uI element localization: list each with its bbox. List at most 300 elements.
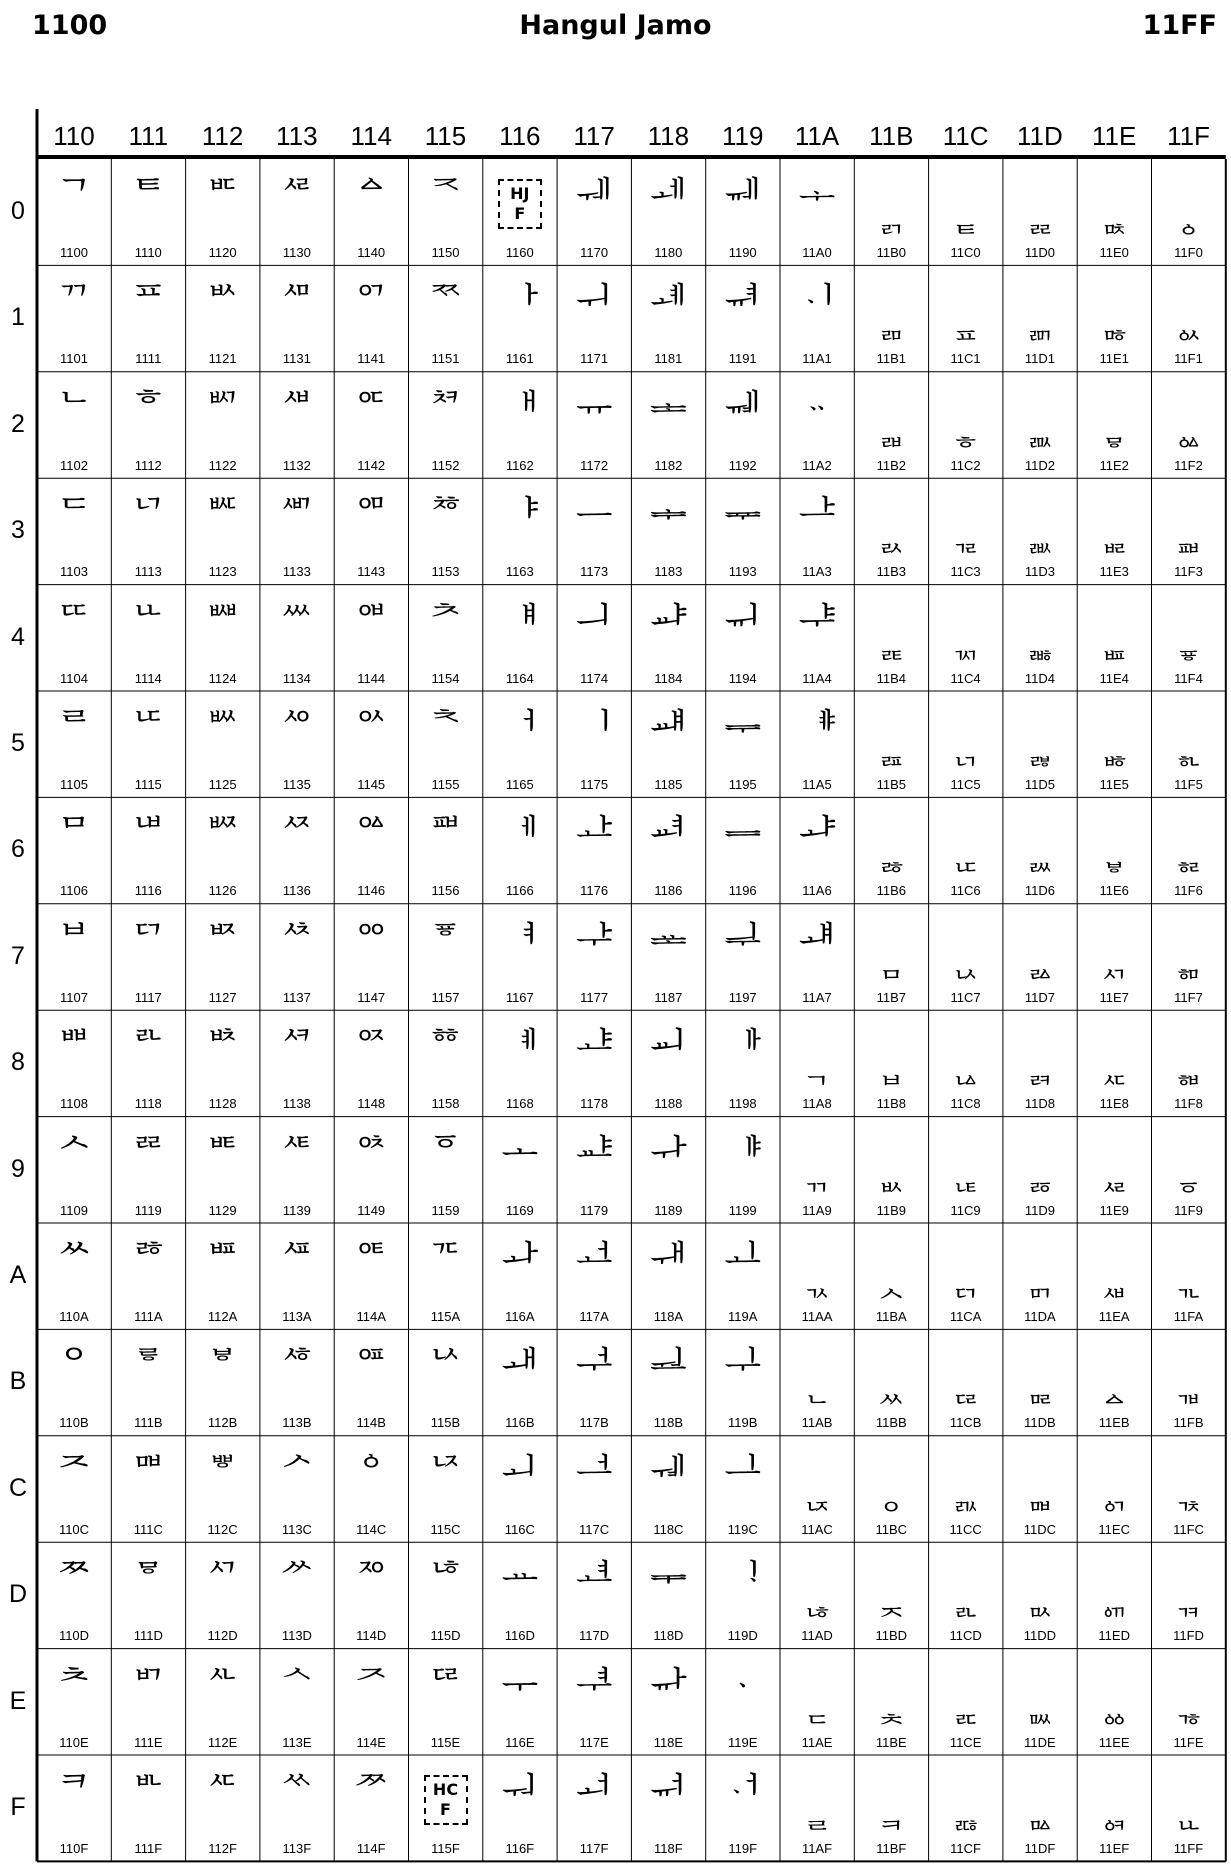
code-cell (854, 1117, 928, 1223)
code-cell (706, 1010, 780, 1116)
row-header: 4 (11, 622, 25, 651)
code-cell (37, 1010, 111, 1116)
code-cell (186, 1223, 260, 1329)
code-cell (111, 1649, 185, 1755)
code-point-label: 11CE (949, 1734, 982, 1750)
code-cell (37, 478, 111, 584)
code-point-label: 111E (134, 1734, 163, 1750)
code-cell (260, 691, 334, 797)
code-point-label: 119C (727, 1521, 758, 1537)
code-point-label: 1178 (580, 1096, 609, 1112)
code-point-label: 11B7 (876, 989, 906, 1005)
code-point-label: 113C (281, 1521, 312, 1537)
jamo-glyph: ᄞ (129, 1663, 167, 1708)
row-header: 6 (11, 835, 25, 864)
jamo-glyph: ᄔ (129, 599, 167, 644)
code-point-label: 1132 (282, 457, 311, 473)
code-cell (37, 1649, 111, 1755)
code-cell (1003, 1649, 1077, 1755)
jamo-glyph: ᅳ (575, 493, 613, 538)
code-point-label: 11B8 (876, 1096, 906, 1112)
code-cell (780, 797, 854, 903)
code-point-label: 1106 (60, 883, 88, 899)
jamo-glyph: ᄶ (278, 812, 316, 857)
code-point-label: 11AF (801, 1841, 833, 1856)
filler-label: F (514, 204, 526, 223)
code-point-label: 11A4 (802, 670, 832, 686)
code-point-label: 115F (431, 1841, 460, 1856)
code-cell (37, 1542, 111, 1648)
jamo-glyph: ᆘ (724, 1025, 762, 1070)
code-point-label: 111A (134, 1309, 163, 1324)
code-cell (780, 372, 854, 478)
code-point-label: 1109 (60, 1202, 88, 1218)
jamo-glyph: ᄢ (204, 386, 241, 431)
code-cell (1152, 1117, 1226, 1223)
jamo-glyph: ᆖ (724, 812, 762, 857)
jamo-glyph: ᅩ (501, 1131, 539, 1176)
code-cell (1152, 1010, 1226, 1116)
code-point-label: 11CA (949, 1309, 982, 1324)
jamo-glyph: ᆁ (650, 280, 687, 325)
code-cell (409, 1649, 483, 1755)
code-cell (706, 1329, 780, 1435)
code-point-label: 1185 (654, 777, 683, 792)
jamo-glyph: ᇑ (1025, 310, 1055, 346)
code-cell (483, 1755, 557, 1861)
code-point-label: 1134 (282, 670, 311, 686)
code-cell (37, 691, 111, 797)
code-point-label: 11FE (1173, 1734, 1204, 1750)
code-cell (111, 478, 185, 584)
column-header: 112 (201, 121, 244, 151)
code-point-label: 11EB (1098, 1415, 1130, 1431)
code-cell (706, 1542, 780, 1648)
jamo-glyph: ᅀ (352, 174, 390, 218)
jamo-glyph: ᇄ (951, 629, 981, 665)
jamo-glyph: ᅁ (352, 280, 390, 325)
code-cell (854, 904, 928, 1010)
jamo-glyph: ᄫ (204, 1344, 241, 1389)
code-point-label: 11B2 (876, 457, 906, 473)
jamo-glyph: ᆛ (724, 1344, 762, 1389)
jamo-glyph: ᄧ (204, 918, 241, 963)
code-cell (929, 1649, 1003, 1755)
row-header: 2 (11, 409, 25, 438)
code-cell (1152, 1329, 1226, 1435)
jamo-glyph: ᅣ (501, 493, 539, 538)
jamo-glyph: ᄹ (278, 1131, 316, 1176)
code-point-label: 110F (59, 1841, 89, 1856)
jamo-glyph: ᇣ (1099, 523, 1129, 559)
code-point-label: 116B (505, 1415, 535, 1431)
jamo-glyph: ᅈ (352, 1025, 390, 1070)
code-cell (780, 1329, 854, 1435)
code-point-label: 117F (579, 1841, 609, 1856)
jamo-glyph: ᄿ (278, 1770, 316, 1814)
jamo-glyph: ᇜ (1025, 1480, 1055, 1516)
jamo-glyph: ᅌ (352, 1450, 390, 1495)
code-cell (1003, 1436, 1077, 1542)
code-point-label: 11BC (875, 1521, 908, 1537)
jamo-glyph: ᇘ (1025, 1055, 1055, 1091)
code-cell (1077, 372, 1151, 478)
jamo-glyph: ᄸ (278, 1025, 316, 1070)
column-header: 11B (869, 121, 914, 151)
code-cell (260, 1010, 334, 1116)
jamo-glyph: ᄳ (278, 493, 316, 538)
jamo-glyph: ᇖ (1025, 842, 1055, 878)
code-cell (929, 1436, 1003, 1542)
jamo-glyph: ᄪ (204, 1238, 241, 1282)
code-point-label: 1103 (60, 564, 88, 580)
code-point-label: 11FD (1173, 1628, 1204, 1644)
code-point-label: 1146 (357, 883, 386, 899)
code-point-label: 1139 (282, 1202, 311, 1218)
code-cell (186, 1649, 260, 1755)
jamo-glyph: ᇁ (951, 310, 981, 346)
jamo-glyph: ᆰ (876, 204, 906, 239)
code-point-label: 11C2 (950, 457, 981, 473)
code-cell (1152, 265, 1226, 371)
jamo-glyph: ᆵ (876, 736, 906, 771)
code-point-label: 11BA (875, 1309, 907, 1324)
code-point-label: 1174 (580, 670, 609, 686)
jamo-glyph: ᆋ (650, 1344, 687, 1389)
code-point-label: 1158 (431, 1096, 460, 1112)
code-cell (334, 797, 408, 903)
code-point-label: 117C (579, 1521, 610, 1537)
jamo-glyph: ᅯ (501, 1770, 539, 1814)
code-point-label: 1152 (431, 457, 460, 473)
code-point-label: 1199 (728, 1202, 757, 1218)
code-point-label: 117E (579, 1734, 609, 1750)
code-cell (1003, 1010, 1077, 1116)
jamo-glyph: ᅘ (427, 1025, 464, 1070)
code-cell (37, 797, 111, 903)
code-point-label: 1163 (505, 564, 534, 580)
code-point-label: 11D9 (1024, 1202, 1055, 1218)
jamo-glyph: ᆕ (724, 706, 762, 750)
code-cell (1152, 1755, 1226, 1861)
jamo-glyph: ᄑ (129, 280, 167, 325)
jamo-glyph: ᇪ (1099, 1268, 1129, 1303)
column-header: 11E (1092, 121, 1137, 151)
jamo-glyph: ᄌ (55, 1450, 93, 1495)
jamo-glyph: ᆬ (802, 1480, 832, 1516)
jamo-glyph: ᇴ (1174, 629, 1203, 665)
code-cell (706, 1649, 780, 1755)
jamo-glyph: ᇾ (1174, 1693, 1203, 1729)
code-point-label: 1182 (654, 457, 683, 473)
code-point-label: 11DB (1024, 1415, 1056, 1431)
code-cell (186, 1329, 260, 1435)
code-cell (409, 585, 483, 691)
code-point-label: 11B4 (876, 670, 906, 686)
code-point-label: 11AC (801, 1521, 833, 1537)
code-cell (1152, 1223, 1226, 1329)
code-cell (483, 1117, 557, 1223)
jamo-glyph: ᅂ (352, 386, 390, 431)
code-point-label: 1133 (282, 564, 311, 580)
jamo-glyph: ᇎ (951, 1693, 981, 1729)
code-point-label: 1156 (431, 883, 460, 899)
code-cell (483, 372, 557, 478)
jamo-glyph: ᅞ (427, 1663, 464, 1708)
code-point-label: 114D (356, 1628, 387, 1644)
code-point-label: 11DC (1023, 1521, 1057, 1537)
jamo-glyph: ᅤ (501, 599, 539, 644)
jamo-glyph: ᇝ (1025, 1587, 1055, 1623)
code-point-label: 11BE (875, 1734, 907, 1750)
jamo-glyph: ᆊ (650, 1238, 687, 1282)
code-point-label: 1198 (728, 1096, 757, 1112)
jamo-glyph: ᇓ (1025, 523, 1055, 559)
code-point-label: 11DD (1023, 1628, 1057, 1644)
jamo-glyph: ᇔ (1025, 629, 1055, 665)
code-cell (37, 1329, 111, 1435)
code-cell (706, 904, 780, 1010)
jamo-glyph: ᆤ (798, 599, 836, 644)
code-point-label: 112D (207, 1628, 238, 1644)
code-point-label: 11D6 (1024, 883, 1055, 899)
jamo-glyph: ᆦ (798, 812, 836, 857)
code-point-label: 1191 (728, 351, 757, 367)
code-point-label: 1122 (208, 457, 237, 473)
jamo-glyph: ᄾ (278, 1663, 316, 1708)
jamo-glyph: ᇲ (1174, 416, 1203, 452)
jamo-glyph: ᆭ (802, 1587, 832, 1623)
code-point-label: 114A (356, 1309, 386, 1324)
jamo-glyph: ᆱ (876, 310, 906, 346)
code-point-label: 1165 (505, 777, 534, 792)
code-point-label: 1141 (357, 351, 386, 367)
jamo-glyph: ᆇ (650, 918, 687, 963)
code-point-label: 11C1 (950, 351, 981, 367)
jamo-glyph: ᅱ (575, 280, 613, 325)
code-point-label: 116A (505, 1309, 535, 1324)
code-cell (260, 1436, 334, 1542)
code-cell (260, 1223, 334, 1329)
code-cell (260, 797, 334, 903)
jamo-glyph: ᇫ (1099, 1374, 1129, 1410)
code-point-label: 1129 (208, 1202, 237, 1218)
code-cell (631, 372, 705, 478)
code-cell (854, 1223, 928, 1329)
code-cell (186, 797, 260, 903)
code-point-label: 1184 (654, 670, 683, 686)
code-cell (111, 585, 185, 691)
code-point-label: 115C (430, 1521, 461, 1537)
code-cell (780, 1436, 854, 1542)
code-point-label: 118B (653, 1415, 684, 1431)
code-point-label: 11ED (1098, 1628, 1130, 1644)
code-point-label: 1160 (505, 245, 534, 260)
code-cell (111, 265, 185, 371)
jamo-glyph: ᄃ (55, 493, 93, 538)
code-cell (111, 1223, 185, 1329)
code-point-label: 1130 (282, 245, 311, 260)
code-cell (631, 1223, 705, 1329)
jamo-glyph: ᅾ (575, 1663, 613, 1708)
code-point-label: 1162 (505, 457, 534, 473)
code-point-label: 1195 (728, 777, 757, 792)
jamo-glyph: ᄥ (204, 706, 241, 750)
jamo-glyph: ᄴ (278, 599, 316, 644)
jamo-glyph: ᆏ (650, 1770, 687, 1814)
code-cell (186, 1755, 260, 1861)
code-cell (706, 265, 780, 371)
code-point-label: 11E0 (1099, 245, 1129, 260)
code-cell (780, 1542, 854, 1648)
code-cell (37, 159, 111, 265)
code-cell (557, 372, 631, 478)
jamo-glyph: ᅊ (352, 1238, 390, 1282)
code-cell (111, 904, 185, 1010)
row-header: C (8, 1473, 28, 1502)
jamo-glyph: ᅡ (501, 280, 539, 325)
jamo-glyph: ᅍ (352, 1557, 390, 1602)
jamo-glyph: ᆙ (724, 1131, 762, 1176)
code-cell (557, 691, 631, 797)
code-point-label: 1193 (728, 564, 757, 580)
jamo-glyph: ᆒ (724, 386, 762, 431)
code-cell (1077, 1542, 1151, 1648)
jamo-glyph: ᇌ (951, 1480, 981, 1516)
code-cell (631, 1755, 705, 1861)
code-point-label: 11E5 (1099, 777, 1129, 792)
code-point-label: 11A7 (802, 989, 832, 1005)
code-point-label: 1197 (728, 989, 757, 1005)
code-cell (186, 1117, 260, 1223)
code-cell (557, 1010, 631, 1116)
code-point-label: 1100 (60, 245, 88, 260)
code-cell (1077, 478, 1151, 584)
code-cell (111, 1542, 185, 1648)
code-point-label: 112C (207, 1521, 238, 1537)
code-cell (706, 1223, 780, 1329)
jamo-glyph: ᅶ (575, 812, 613, 857)
code-cell (854, 1649, 928, 1755)
jamo-glyph: ᅐ (427, 174, 464, 218)
code-point-label: 1194 (728, 670, 757, 686)
jamo-glyph: ᄜ (129, 1450, 167, 1495)
code-cell (37, 265, 111, 371)
code-cell (260, 478, 334, 584)
code-point-label: 114B (356, 1415, 386, 1431)
code-cell (37, 1223, 111, 1329)
jamo-glyph: ᄤ (204, 599, 241, 644)
jamo-glyph: ᆜ (724, 1450, 762, 1495)
code-point-label: 1128 (208, 1096, 237, 1112)
code-cell (1003, 691, 1077, 797)
code-cell (334, 478, 408, 584)
code-point-label: 11E8 (1099, 1096, 1129, 1112)
code-cell (186, 1436, 260, 1542)
code-point-label: 11D2 (1024, 457, 1055, 473)
code-cell (1003, 372, 1077, 478)
code-point-label: 1118 (134, 1096, 162, 1112)
code-point-label: 11D0 (1024, 245, 1055, 260)
code-cell (1077, 265, 1151, 371)
code-point-label: 1175 (580, 777, 609, 792)
code-point-label: 1161 (505, 351, 534, 367)
code-cell (186, 585, 260, 691)
jamo-glyph: ᆼ (876, 1480, 906, 1516)
jamo-glyph: ᄄ (55, 599, 93, 644)
filler-label: F (440, 1800, 451, 1819)
code-cell (186, 159, 260, 265)
code-point-label: 116C (504, 1521, 535, 1537)
code-cell (557, 159, 631, 265)
code-cell (1152, 1542, 1226, 1648)
code-cell (706, 1755, 780, 1861)
jamo-glyph: ᄁ (55, 280, 93, 325)
code-cell (706, 797, 780, 903)
code-cell (37, 372, 111, 478)
code-point-label: 110E (59, 1734, 89, 1750)
code-point-label: 11EC (1098, 1521, 1130, 1537)
code-point-label: 1154 (431, 670, 460, 686)
code-cell (334, 265, 408, 371)
column-header: 115 (424, 121, 467, 151)
code-cell (929, 372, 1003, 478)
jamo-glyph: ᆨ (802, 1055, 832, 1091)
jamo-glyph: ᄋ (55, 1344, 93, 1389)
code-cell (409, 478, 483, 584)
code-cell (929, 159, 1003, 265)
jamo-glyph: ᄲ (278, 386, 316, 431)
jamo-glyph: ᇅ (951, 736, 981, 771)
code-cell (111, 1436, 185, 1542)
code-point-label: 1136 (282, 883, 311, 899)
code-point-label: 118E (653, 1734, 684, 1750)
code-point-label: 11CD (949, 1628, 982, 1644)
code-cell (1003, 1755, 1077, 1861)
code-point-label: 111B (134, 1415, 163, 1431)
jamo-glyph: ᅽ (575, 1557, 613, 1602)
code-point-label: 11B0 (876, 245, 906, 260)
code-point-label: 11A8 (802, 1096, 832, 1112)
code-point-label: 11D4 (1024, 670, 1055, 686)
code-point-label: 11A1 (802, 351, 832, 367)
jamo-glyph: ᄱ (278, 280, 316, 325)
code-point-label: 11F5 (1174, 777, 1203, 792)
code-point-label: 1181 (654, 351, 683, 367)
code-cell (1152, 691, 1226, 797)
row-header: A (9, 1261, 27, 1289)
jamo-glyph: ᄡ (204, 280, 241, 325)
code-point-label: 112F (208, 1841, 237, 1856)
row-header: 7 (11, 941, 25, 970)
code-point-label: 11D8 (1024, 1096, 1055, 1112)
jamo-glyph: ᆸ (876, 1055, 906, 1091)
code-point-label: 11AE (801, 1734, 833, 1750)
code-cell (557, 585, 631, 691)
code-point-label: 11FA (1173, 1309, 1204, 1324)
code-point-label: 11B9 (876, 1202, 906, 1218)
jamo-glyph: ᅮ (501, 1663, 539, 1708)
code-cell (186, 1010, 260, 1116)
code-cell (929, 1010, 1003, 1116)
jamo-glyph: ᄟ (129, 1770, 167, 1814)
jamo-glyph: ᅖ (427, 812, 464, 857)
code-cell (334, 1755, 408, 1861)
code-point-label: 1176 (580, 883, 609, 899)
code-point-label: 11B5 (876, 777, 906, 792)
code-point-label: 11F0 (1174, 245, 1203, 260)
jamo-glyph: ᄬ (204, 1450, 241, 1495)
